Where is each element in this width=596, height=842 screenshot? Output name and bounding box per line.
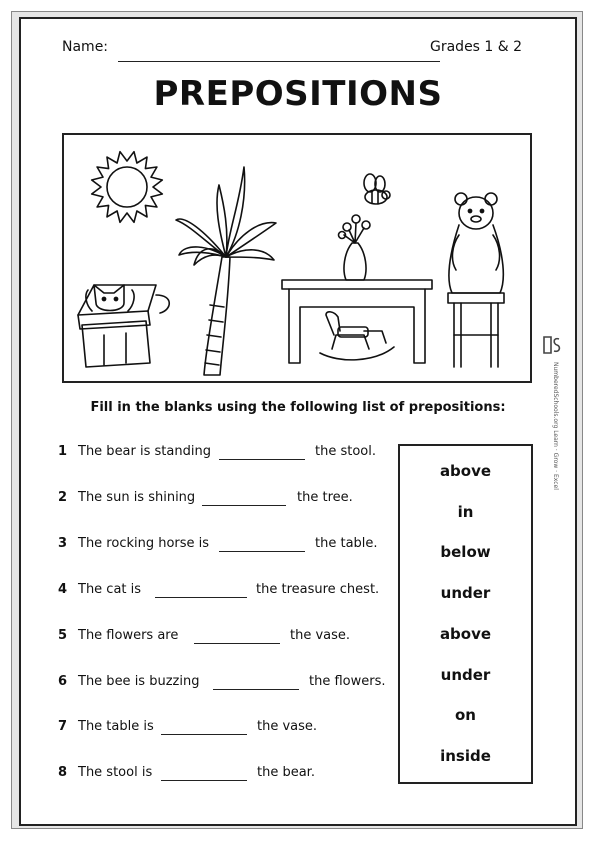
word-bank-item: above	[439, 462, 492, 480]
rocking-horse-icon	[320, 312, 394, 360]
question-text: The table is	[78, 719, 154, 734]
answer-blank[interactable]	[161, 734, 247, 735]
sun-icon	[92, 152, 163, 223]
question-text-end: the flowers.	[309, 674, 386, 689]
grade-level: Grades 1 & 2	[430, 39, 523, 55]
question-text: The flowers are	[78, 628, 179, 643]
table-icon	[282, 280, 432, 363]
site-tagline: Learn · Grow · Excel	[552, 430, 559, 490]
question-row	[58, 719, 398, 739]
question-number: 7	[58, 719, 68, 734]
instructions-text: Fill in the blanks using the following list of prepositions:	[90, 400, 506, 415]
question-row	[58, 536, 398, 556]
question-text: The cat is	[78, 582, 142, 597]
question-number: 2	[58, 490, 68, 505]
question-number: 8	[58, 765, 68, 780]
answer-blank[interactable]	[219, 459, 305, 460]
answer-blank[interactable]	[219, 551, 305, 552]
vase-icon	[339, 215, 371, 280]
cat-icon	[86, 285, 134, 311]
word-bank-item: below	[440, 543, 491, 562]
word-bank-item: inside	[440, 746, 491, 765]
answer-blank[interactable]	[155, 597, 247, 598]
question-text-end: the vase.	[290, 628, 351, 643]
question-text: The stool is	[78, 765, 153, 780]
bear-icon	[449, 193, 503, 293]
answer-blank[interactable]	[161, 780, 247, 781]
question-row	[58, 765, 398, 785]
question-number: 3	[58, 536, 68, 551]
answer-blank[interactable]	[202, 505, 286, 506]
word-bank-item: under	[440, 665, 491, 684]
question-text-end: the bear.	[257, 765, 315, 780]
question-text: The rocking horse is	[78, 536, 210, 551]
question-row	[58, 674, 398, 694]
question-text-end: the vase.	[257, 719, 318, 734]
question-text: The sun is shining	[78, 490, 196, 505]
question-number: 1	[58, 444, 68, 459]
question-row	[58, 490, 398, 510]
palm-tree-icon	[176, 167, 276, 375]
question-number: 5	[58, 628, 68, 643]
word-bank-item: above	[439, 624, 492, 643]
answer-blank[interactable]	[194, 643, 280, 644]
name-label: Name:	[62, 39, 109, 55]
question-row	[58, 444, 398, 464]
scene-illustration	[62, 133, 532, 383]
question-number: 6	[58, 674, 68, 689]
question-text-end: the tree.	[297, 490, 353, 505]
word-bank	[398, 444, 533, 784]
question-row	[58, 628, 398, 648]
site-logo	[541, 333, 563, 357]
question-row	[58, 582, 398, 602]
word-bank-item: under	[440, 584, 491, 603]
site-watermark	[552, 362, 559, 490]
question-text-end: the table.	[315, 536, 378, 551]
word-bank-item: in	[457, 502, 474, 521]
question-text-end: the stool.	[315, 444, 376, 459]
page-title: PREPOSITIONS	[153, 74, 443, 114]
bee-icon	[364, 174, 390, 204]
name-field[interactable]	[118, 61, 440, 62]
stool-icon	[448, 293, 504, 367]
question-text: The bear is standing	[78, 444, 211, 459]
question-text-end: the treasure chest.	[256, 582, 380, 597]
question-number: 4	[58, 582, 68, 597]
answer-blank[interactable]	[213, 689, 299, 690]
word-bank-item: on	[455, 706, 476, 725]
site-name: NumberedSchools.org	[552, 362, 559, 429]
question-text: The bee is buzzing	[78, 674, 200, 689]
